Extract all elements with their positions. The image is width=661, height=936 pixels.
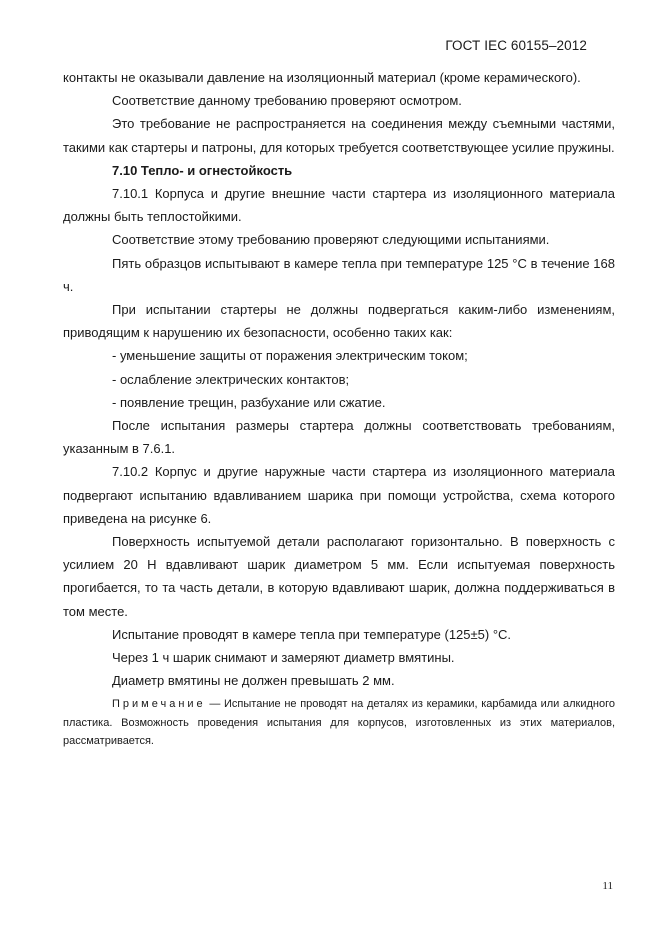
paragraph: Испытание проводят в камере тепла при температуре (125±5) °С. bbox=[112, 626, 512, 642]
paragraph: После испытания размеры стартера должны соответствовать требованиям, указанным в 7.6.1. bbox=[63, 418, 615, 457]
document-body bbox=[63, 66, 615, 751]
paragraph: Через 1 ч шарик снимают и замеряют диаметр вмятины. bbox=[112, 650, 455, 666]
standard-header: ГОСТ IEC 60155–2012 bbox=[445, 38, 587, 53]
section-heading: 7.10 Тепло- и огнестойкость bbox=[112, 162, 293, 178]
list-item: - ослабление электрических контактов; bbox=[112, 371, 350, 387]
note-label: Примечание bbox=[112, 698, 206, 711]
paragraph: Соответствие данному требованию проверяют осмотром. bbox=[112, 93, 462, 109]
paragraph: Поверхность испытуемой детали располагают горизонтально. В поверхность с усилием 20 Н вдавливают шарик диаметром 5 мм. Если испытуемая поверхность прогибается, то та часть детали, в которую вдавливают шарик, должна поддерживаться в том месте. bbox=[63, 534, 615, 619]
page-number: 11 bbox=[602, 880, 613, 892]
paragraph: 7.10.2 Корпус и другие наружные части стартера из изоляционного материала подвергают испытанию вдавливанием шарика при помощи устройства, схема которого приведена на рисунке 6. bbox=[63, 464, 615, 526]
list-item: - появление трещин, разбухание или сжатие. bbox=[112, 394, 386, 410]
paragraph: При испытании стартеры не должны подвергаться каким-либо изменениям, приводящим к нарушению их безопасности, особенно таких как: bbox=[63, 302, 615, 341]
note bbox=[63, 695, 615, 751]
paragraph: Диаметр вмятины не должен превышать 2 мм. bbox=[112, 673, 395, 689]
paragraph: 7.10.1 Корпуса и другие внешние части стартера из изоляционного материала должны быть теплостойкими. bbox=[63, 186, 615, 225]
list-item: - уменьшение защиты от поражения электрическим током; bbox=[112, 348, 468, 364]
paragraph: Это требование не распространяется на соединения между съемными частями, такими как стартеры и патроны, для которых требуется соответствующее усилие пружины. bbox=[63, 116, 615, 155]
paragraph: Пять образцов испытывают в камере тепла при температуре 125 °С в течение 168 ч. bbox=[63, 255, 615, 294]
paragraph-continuation: контакты не оказывали давление на изоляционный материал (кроме керамического). bbox=[63, 70, 581, 85]
note-text: — Испытание не проводят на деталях из керамики, карбамида или алкидного пластика. Возможность проведения испытания для корпусов, изготовленных из этих материалов, рассматривается. bbox=[63, 698, 615, 748]
paragraph: Соответствие этому требованию проверяют следующими испытаниями. bbox=[112, 232, 550, 248]
